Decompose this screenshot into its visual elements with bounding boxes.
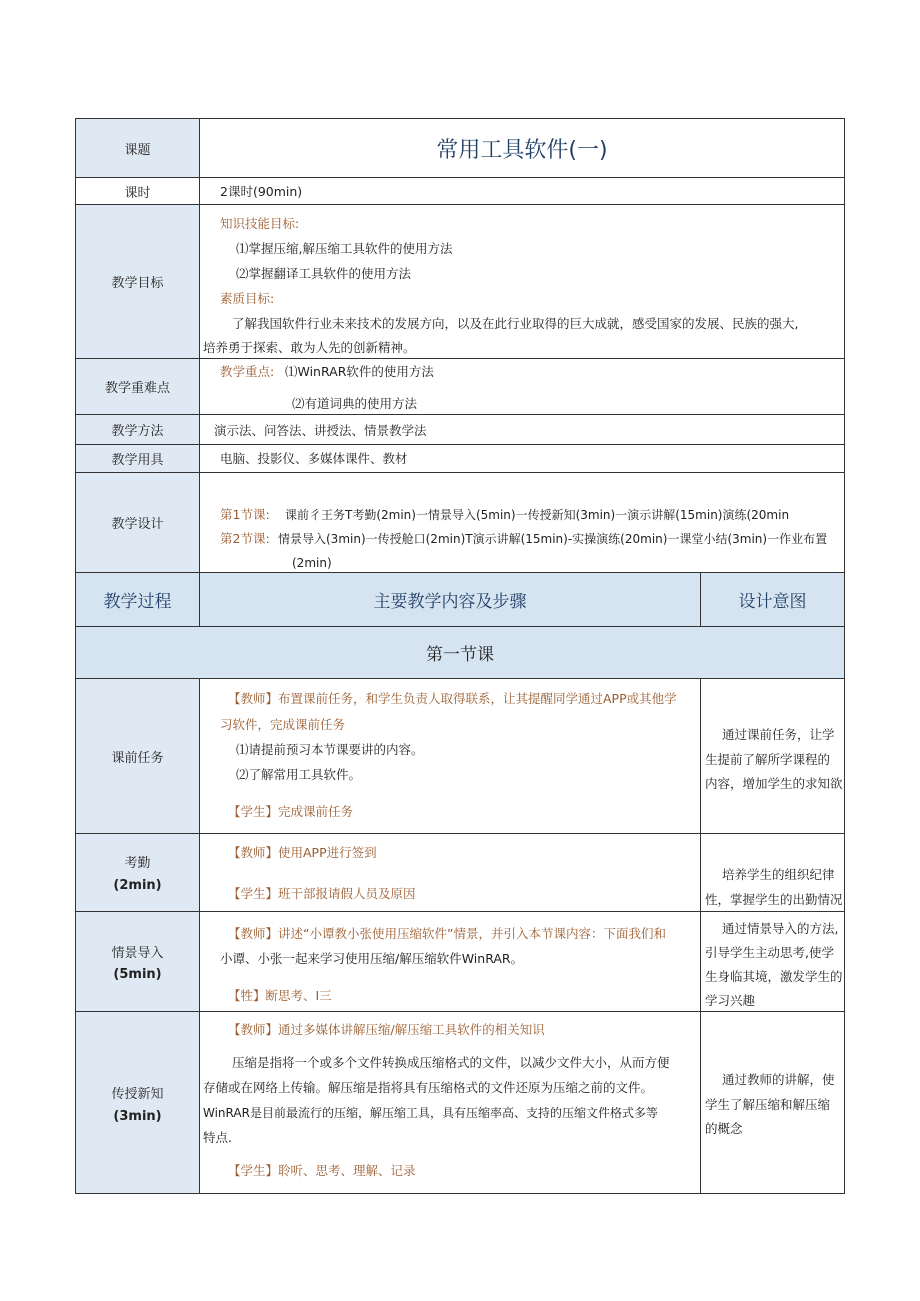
step-3-intent-2: 引导学生主动思考,使学 <box>705 945 834 960</box>
step-2-intent-2: 性，掌握学生的出勤情况 <box>705 892 843 907</box>
design-line-2-prefix: 第2节课: <box>220 531 270 546</box>
hours-label: 课时 <box>124 185 151 201</box>
step-2-student: 【学生】班干部报请假人员及原因 <box>228 886 416 901</box>
step-2-teacher: 【教师】使用APP进行签到 <box>228 845 377 860</box>
hours-value: 2课时(90min) <box>220 184 303 199</box>
step-1-name: 课前任务 <box>111 750 164 766</box>
step-3-intent-3: 生身临其境，激发学生的 <box>705 969 843 984</box>
step-4-name: 传授新知 <box>111 1087 164 1102</box>
step-1-student: 【学生】完成课前任务 <box>228 804 354 819</box>
key-point-1: ⑴WinRAR软件的使用方法 <box>285 364 434 379</box>
design-line-3: (2min) <box>292 556 332 570</box>
step-1-item-2: ⑵了解常用工具软件。 <box>236 767 362 782</box>
process-col-1-header: 教学过程 <box>103 592 172 612</box>
quality-line-1: 了解我国软件行业未来技术的发展方向，以及在此行业取得的巨大成就，感受国家的发展、民族的强大, <box>232 316 799 331</box>
process-col-2-header: 主要教学内容及步骤 <box>373 592 527 612</box>
step-1-intent-3: 内容，增加学生的求知欲 <box>705 776 843 791</box>
step-3-time: (5min) <box>113 967 162 982</box>
topic-title: 常用工具软件(一) <box>436 137 608 163</box>
step-4-intent-1: 通过教师的讲解，使 <box>722 1072 835 1087</box>
step-1-intent-1: 通过课前任务，让学 <box>722 727 835 742</box>
step-4-intent-2: 学生了解压缩和解压缩 <box>705 1097 831 1112</box>
step-4-para-line-1: 压缩是指将一个或多个文件转换成压缩格式的文件，以减少文件大小，从而方便 <box>232 1055 670 1070</box>
step-3-intent-1: 通过情景导入的方法, <box>722 921 839 936</box>
step-4-student: 【学生】聆听、思考、理解、记录 <box>228 1163 416 1178</box>
step-4-para-line-4: 特点. <box>203 1130 232 1145</box>
design-line-1: 课前彳王务T考勤(2min)一情景导入(5min)一传授新知(3min)一演示讲解(15min)演练(20min <box>285 508 790 522</box>
knowledge-item-1: ⑴掌握压缩,解压缩工具软件的使用方法 <box>236 241 453 256</box>
step-4-teacher: 【教师】通过多媒体讲解压缩/解压缩工具软件的相关知识 <box>228 1022 545 1037</box>
step-2-name: 考勤 <box>124 856 151 871</box>
tools-value: 电脑、投影仪、多媒体课件、教材 <box>220 451 408 466</box>
step-3-teacher-line-2: 小谭、小张一起来学习使用压缩/解压缩软件WinRAR。 <box>220 951 524 966</box>
step-4-para-line-2: 存储或在网络上传输。解压缩是指将具有压缩格式的文件还原为压缩之前的文件。 <box>203 1080 654 1095</box>
knowledge-item-2: ⑵掌握翻译工具软件的使用方法 <box>236 266 412 281</box>
step-3-student: 【牲】断思考、I三 <box>228 988 332 1003</box>
step-4-intent-3: 的概念 <box>705 1121 743 1136</box>
tools-label: 教学用具 <box>111 453 164 468</box>
step-1-teacher-line-2: 习软件，完成课前任务 <box>220 717 346 732</box>
key-points-prefix: 教学重点: <box>220 364 275 379</box>
step-4-para-line-3: WinRAR是目前最流行的压缩，解压缩工具，具有压缩率高、支持的压缩文件格式多等 <box>203 1106 658 1120</box>
topic-label: 课题 <box>124 142 151 158</box>
design-label: 教学设计 <box>111 516 164 532</box>
goals-label: 教学目标 <box>111 275 164 291</box>
quality-line-2: 培养勇于探索、敢为人先的创新精神。 <box>203 340 416 355</box>
step-2-time: (2min) <box>113 878 162 893</box>
design-line-2: 情景导入(3min)一传授舱口(2min)T演示讲解(15min)-实操演练(20min)一课堂小结(3min)一作业布置 <box>278 532 828 546</box>
step-3-teacher-line-1: 【教师】讲述“小谭教小张使用压缩软件”情景，并引入本节课内容：下面我们和 <box>228 926 666 941</box>
step-3-name: 情景导入 <box>111 946 164 961</box>
section-title: 第一节课 <box>426 645 494 665</box>
step-1-intent-2: 生提前了解所学课程的 <box>705 752 831 767</box>
knowledge-title: 知识技能目标: <box>220 216 300 231</box>
methods-value: 演示法、问答法、讲授法、情景教学法 <box>214 423 427 438</box>
design-line-1-prefix: 第1节课: <box>220 507 270 522</box>
step-1-teacher-line-1: 【教师】布置课前任务，和学生负责人取得联系，让其提醒同学通过APP或其他学 <box>228 691 677 706</box>
key-point-2: ⑵有道词典的使用方法 <box>292 396 418 411</box>
key-points-label: 教学重难点 <box>104 380 170 396</box>
methods-label: 教学方法 <box>111 424 164 439</box>
step-3-intent-4: 学习兴趣 <box>705 993 756 1008</box>
process-col-3-header: 设计意图 <box>738 592 807 612</box>
step-2-intent-1: 培养学生的组织纪律 <box>722 867 835 882</box>
step-1-item-1: ⑴请提前预习本节课要讲的内容。 <box>236 742 424 757</box>
quality-title: 素质目标: <box>220 291 275 306</box>
step-4-time: (3min) <box>113 1109 162 1124</box>
